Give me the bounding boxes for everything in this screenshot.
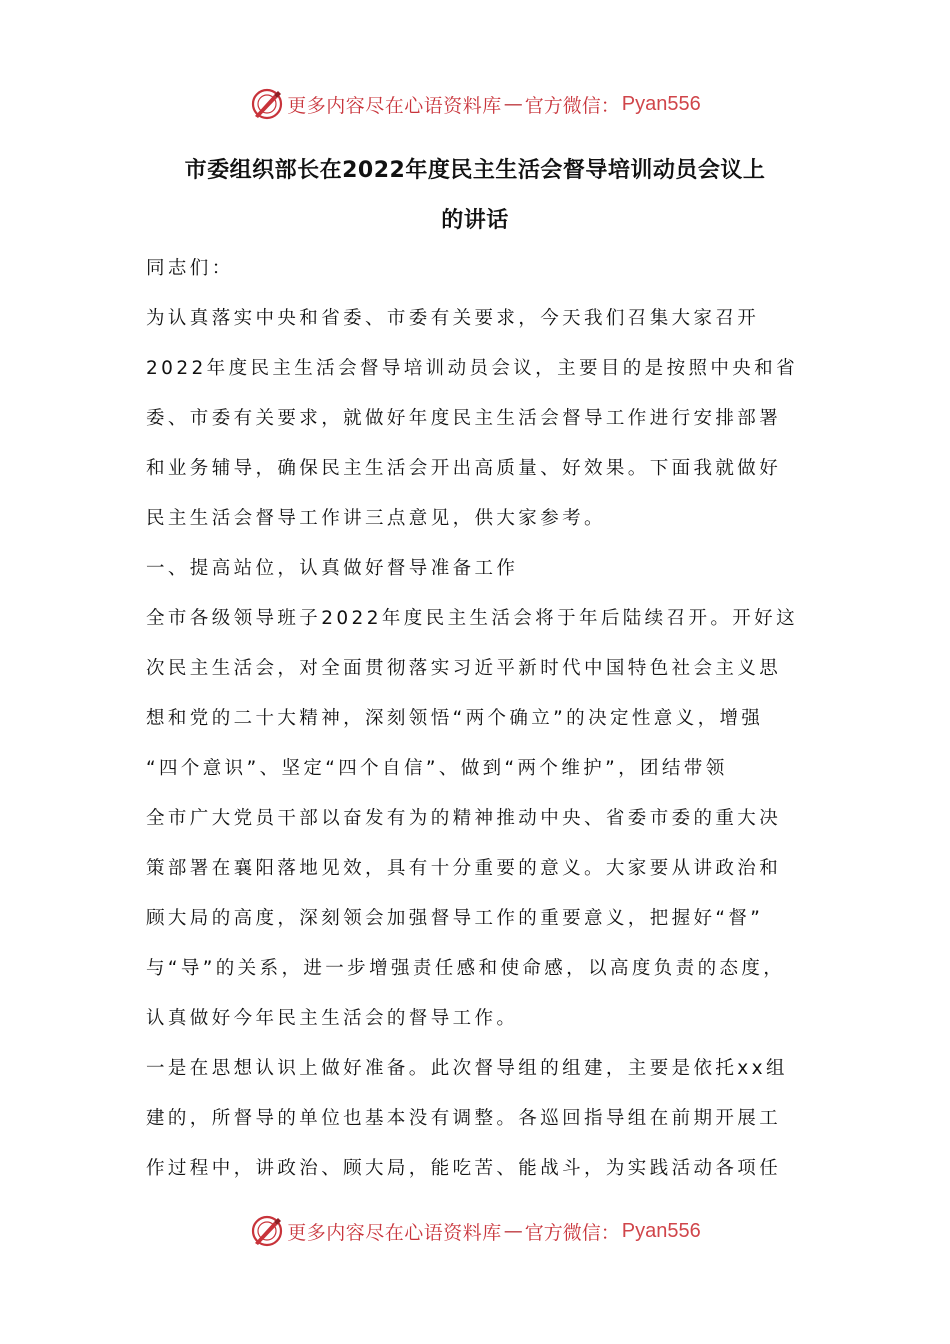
document-body: [146, 244, 816, 1194]
body-line: 作过程中，讲政治、顾大局，能吃苦、能战斗，为实践活动各项任: [146, 1158, 782, 1179]
body-line: 与“导”的关系，进一步增强责任感和使命感，以高度负责的态度，: [146, 958, 786, 979]
body-line: 2022年度民主生活会督导培训动员会议，主要目的是按照中央和省: [146, 358, 798, 379]
body-line: 全市各级领导班子2022年度民主生活会将于年后陆续召开。开好这: [146, 608, 798, 629]
body-line: 和业务辅导，确保民主生活会开出高质量、好效果。下面我就做好: [146, 458, 782, 479]
pen-circle-logo-icon: [249, 86, 285, 122]
body-line: 认真做好今年民主生活会的督导工作。: [146, 1008, 519, 1029]
watermark-text: 更多内容尽在心语资料库: [287, 94, 502, 117]
pen-circle-logo-icon: [249, 1213, 285, 1249]
watermark-label: 官方微信：: [524, 94, 620, 117]
title-line-1: 市委组织部长在2022年度民主生活会督导培训动员会议上: [184, 158, 766, 183]
watermark-dash: —: [503, 1220, 523, 1242]
body-line: 委、市委有关要求，就做好年度民主生活会督导工作进行安排部署: [146, 408, 782, 429]
watermark-label: 官方微信：: [524, 1221, 620, 1244]
document-title: [130, 146, 820, 246]
watermark-wechat-id: Pyan556: [621, 1219, 701, 1242]
body-line: 同志们：: [146, 258, 234, 279]
watermark-dash: —: [503, 93, 523, 115]
body-line: 一是在思想认识上做好准备。此次督导组的组建，主要是依托xx组: [146, 1058, 788, 1079]
body-line: 顾大局的高度，深刻领会加强督导工作的重要意义，把握好“督”: [146, 908, 764, 929]
body-line: 想和党的二十大精神，深刻领悟“两个确立”的决定性意义，增强: [146, 708, 764, 729]
watermark-text: 更多内容尽在心语资料库: [287, 1221, 502, 1244]
body-line: “四个意识”、坚定“四个自信”、做到“两个维护”，团结带领: [146, 758, 728, 779]
footer-watermark: [0, 1211, 950, 1251]
body-line: 为认真落实中央和省委、市委有关要求，今天我们召集大家召开: [146, 308, 760, 329]
title-line-2: 的讲话: [441, 208, 509, 233]
body-line: 策部署在襄阳落地见效，具有十分重要的意义。大家要从讲政治和: [146, 858, 782, 879]
header-watermark: [0, 84, 950, 124]
body-line: 全市广大党员干部以奋发有为的精神推动中央、省委市委的重大决: [146, 808, 782, 829]
section-heading: 一、提高站位，认真做好督导准备工作: [146, 558, 519, 579]
watermark-wechat-id: Pyan556: [621, 92, 701, 115]
body-line: 建的，所督导的单位也基本没有调整。各巡回指导组在前期开展工: [146, 1108, 782, 1129]
body-line: 次民主生活会，对全面贯彻落实习近平新时代中国特色社会主义思: [146, 658, 782, 679]
body-line: 民主生活会督导工作讲三点意见，供大家参考。: [146, 508, 606, 529]
